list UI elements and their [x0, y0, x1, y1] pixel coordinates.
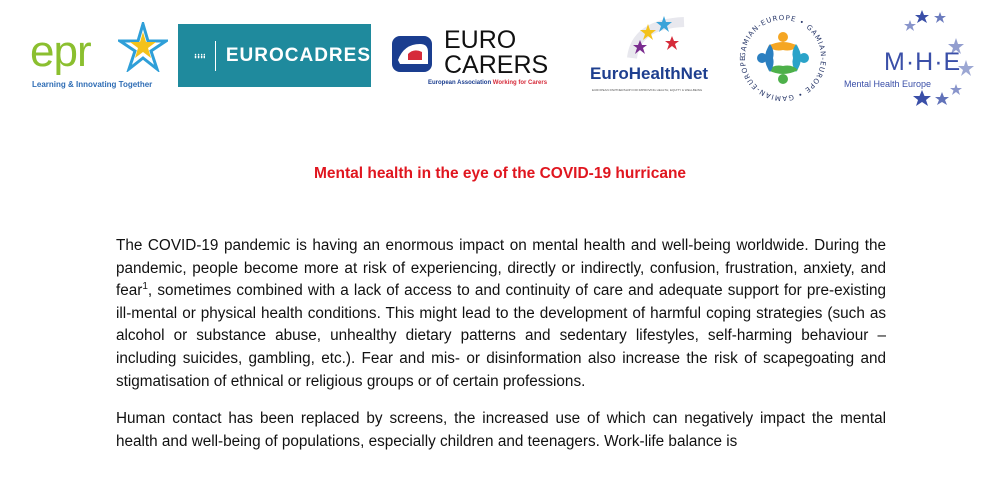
eurocarers-tagline-left: European Association	[428, 80, 492, 86]
mhe-logo-tagline: Mental Health Europe	[844, 79, 932, 89]
people-icon	[194, 49, 205, 63]
eurohealthnet-logo	[584, 14, 726, 104]
body-paragraph-1	[116, 235, 886, 393]
eurocarers-wordmark-line2: CARERS	[444, 51, 549, 79]
document-title: Mental health in the eye of the COVID-19 hurricane	[313, 165, 687, 182]
eurohealthnet-logo-tagline: EUROPEAN PARTNERSHIP FOR IMPROVING HEALTH, EQUITY & WELLBEING	[592, 88, 703, 92]
paragraph-1-text-end: , sometimes combined with a lack of access to and continuity of care and adequate support for pre-existing ill-mental or physical health conditions. This might lead to the development of harmful coping strategies (such as alcohol or substance abuse, unhealthy dietary patterns and sedentary lifestyles, self-harming behaviour – including suicides, gambling, etc.). Fear and mis- or disinformation also increase the risk of scapegoating and stigmatisation of ethnical or religious groups or of certain professions.	[116, 282, 886, 390]
eurocadres-logo-wordmark: EUROCADRES	[225, 44, 371, 66]
eurocadres-logo	[178, 24, 371, 87]
eurocarers-logo	[388, 24, 568, 94]
gamian-ring-text: GAMIAN-EUROPE • GAMIAN-EUROPE • GAMIAN-EUROPE	[738, 13, 828, 103]
epr-logo-wordmark: epr	[30, 27, 91, 76]
gamian-europe-logo	[736, 8, 830, 108]
paragraph-1-text-start: The COVID-19 pandemic is having an enormous impact on mental health and well-being worldwide. During the pandemic, people become more at risk of experiencing, directly or indirectly, confusion, frustration, anxiety, and fear	[116, 237, 886, 300]
eurohealthnet-logo-wordmark: EuroHealthNet	[590, 64, 709, 83]
eurocarers-emblem-icon	[390, 30, 436, 76]
eurocarers-wordmark-line1: EURO	[444, 26, 517, 54]
body-paragraph-2: Human contact has been replaced by screens, the increased use of which can negatively impact the mental health and well-being of populations, especially children and teenagers. Work-life balance is	[116, 410, 886, 450]
partner-logo-strip	[0, 0, 1000, 120]
mhe-logo-wordmark: M·H·E	[884, 48, 962, 76]
epr-star-icon	[118, 22, 168, 72]
eurocarers-logo-tagline	[428, 80, 547, 86]
eurocarers-tagline-right: Working for Carers	[492, 80, 548, 86]
eurocarers-logo-wordmark	[444, 28, 548, 78]
epr-logo	[30, 22, 170, 97]
footnote-reference-1[interactable]: 1	[142, 281, 148, 293]
stars-arc-icon	[626, 14, 690, 62]
mental-health-europe-logo	[842, 8, 992, 112]
document-body	[116, 235, 886, 468]
epr-logo-tagline: Learning & Innovating Together	[32, 80, 153, 89]
gamian-emblem-icon	[736, 8, 830, 108]
